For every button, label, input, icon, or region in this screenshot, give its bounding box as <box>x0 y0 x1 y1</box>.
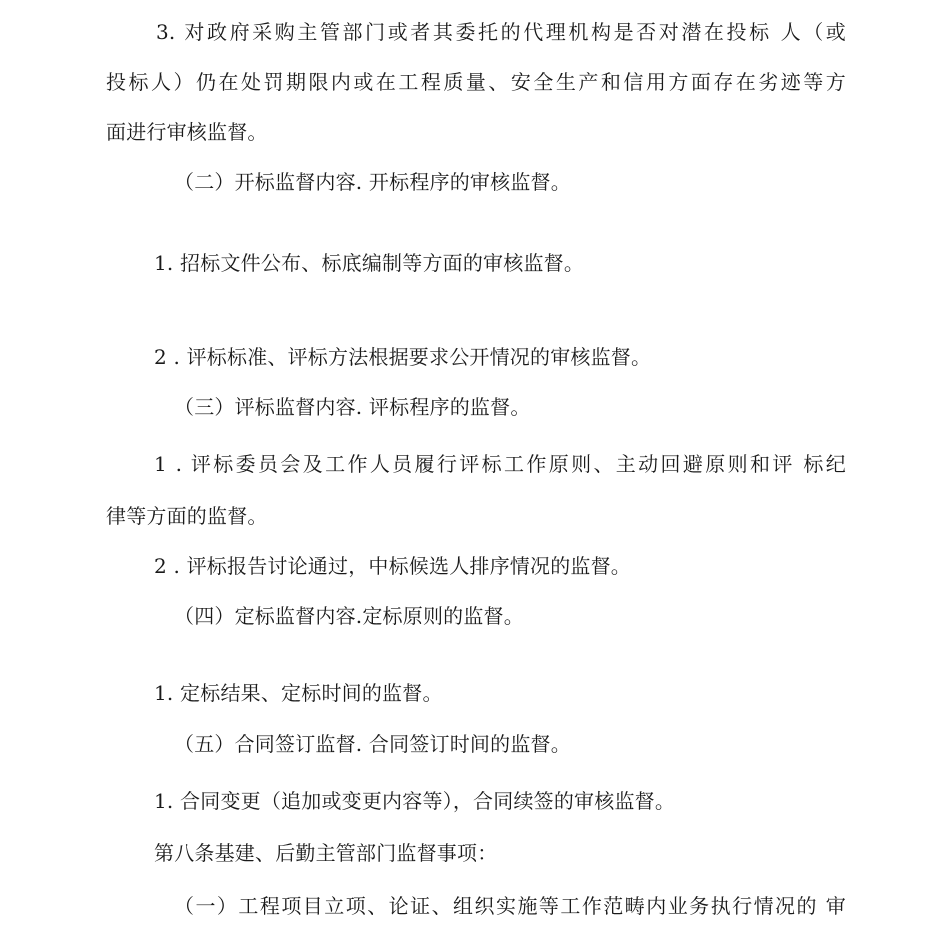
section-heading: （二）开标监督内容. 开标程序的审核监督。 <box>174 170 571 194</box>
section-heading: （五）合同签订监督. 合同签订时间的监督。 <box>174 732 571 756</box>
list-item: 1. 招标文件公布、标底编制等方面的审核监督。 <box>154 251 585 275</box>
paragraph-line: 3. 对政府采购主管部门或者其委托的代理机构是否对潜在投标 人（或 <box>156 20 846 44</box>
paragraph-line: 律等方面的监督。 <box>106 504 268 528</box>
section-heading: （三）评标监督内容. 评标程序的监督。 <box>174 395 531 419</box>
list-item: 1 . 评标委员会及工作人员履行评标工作原则、主动回避原则和评 标纪 <box>154 452 846 476</box>
paragraph-line: 面进行审核监督。 <box>106 120 268 144</box>
list-item: 2 . 评标报告讨论通过，中标候选人排序情况的监督。 <box>154 554 631 578</box>
article-heading: 第八条基建、后勤主管部门监督事项： <box>154 841 498 865</box>
list-item: 2 . 评标标准、评标方法根据要求公开情况的审核监督。 <box>154 345 652 369</box>
section-heading: （一）工程项目立项、论证、组织实施等工作范畴内业务执行情况的 审 <box>174 894 846 918</box>
section-heading: （四）定标监督内容.定标原则的监督。 <box>174 604 524 628</box>
list-item: 1. 合同变更（追加或变更内容等），合同续签的审核监督。 <box>154 789 676 813</box>
paragraph-line: 投标人）仍在处罚期限内或在工程质量、安全生产和信用方面存在劣迹等方 <box>106 70 846 94</box>
list-item: 1. 定标结果、定标时间的监督。 <box>154 681 443 705</box>
